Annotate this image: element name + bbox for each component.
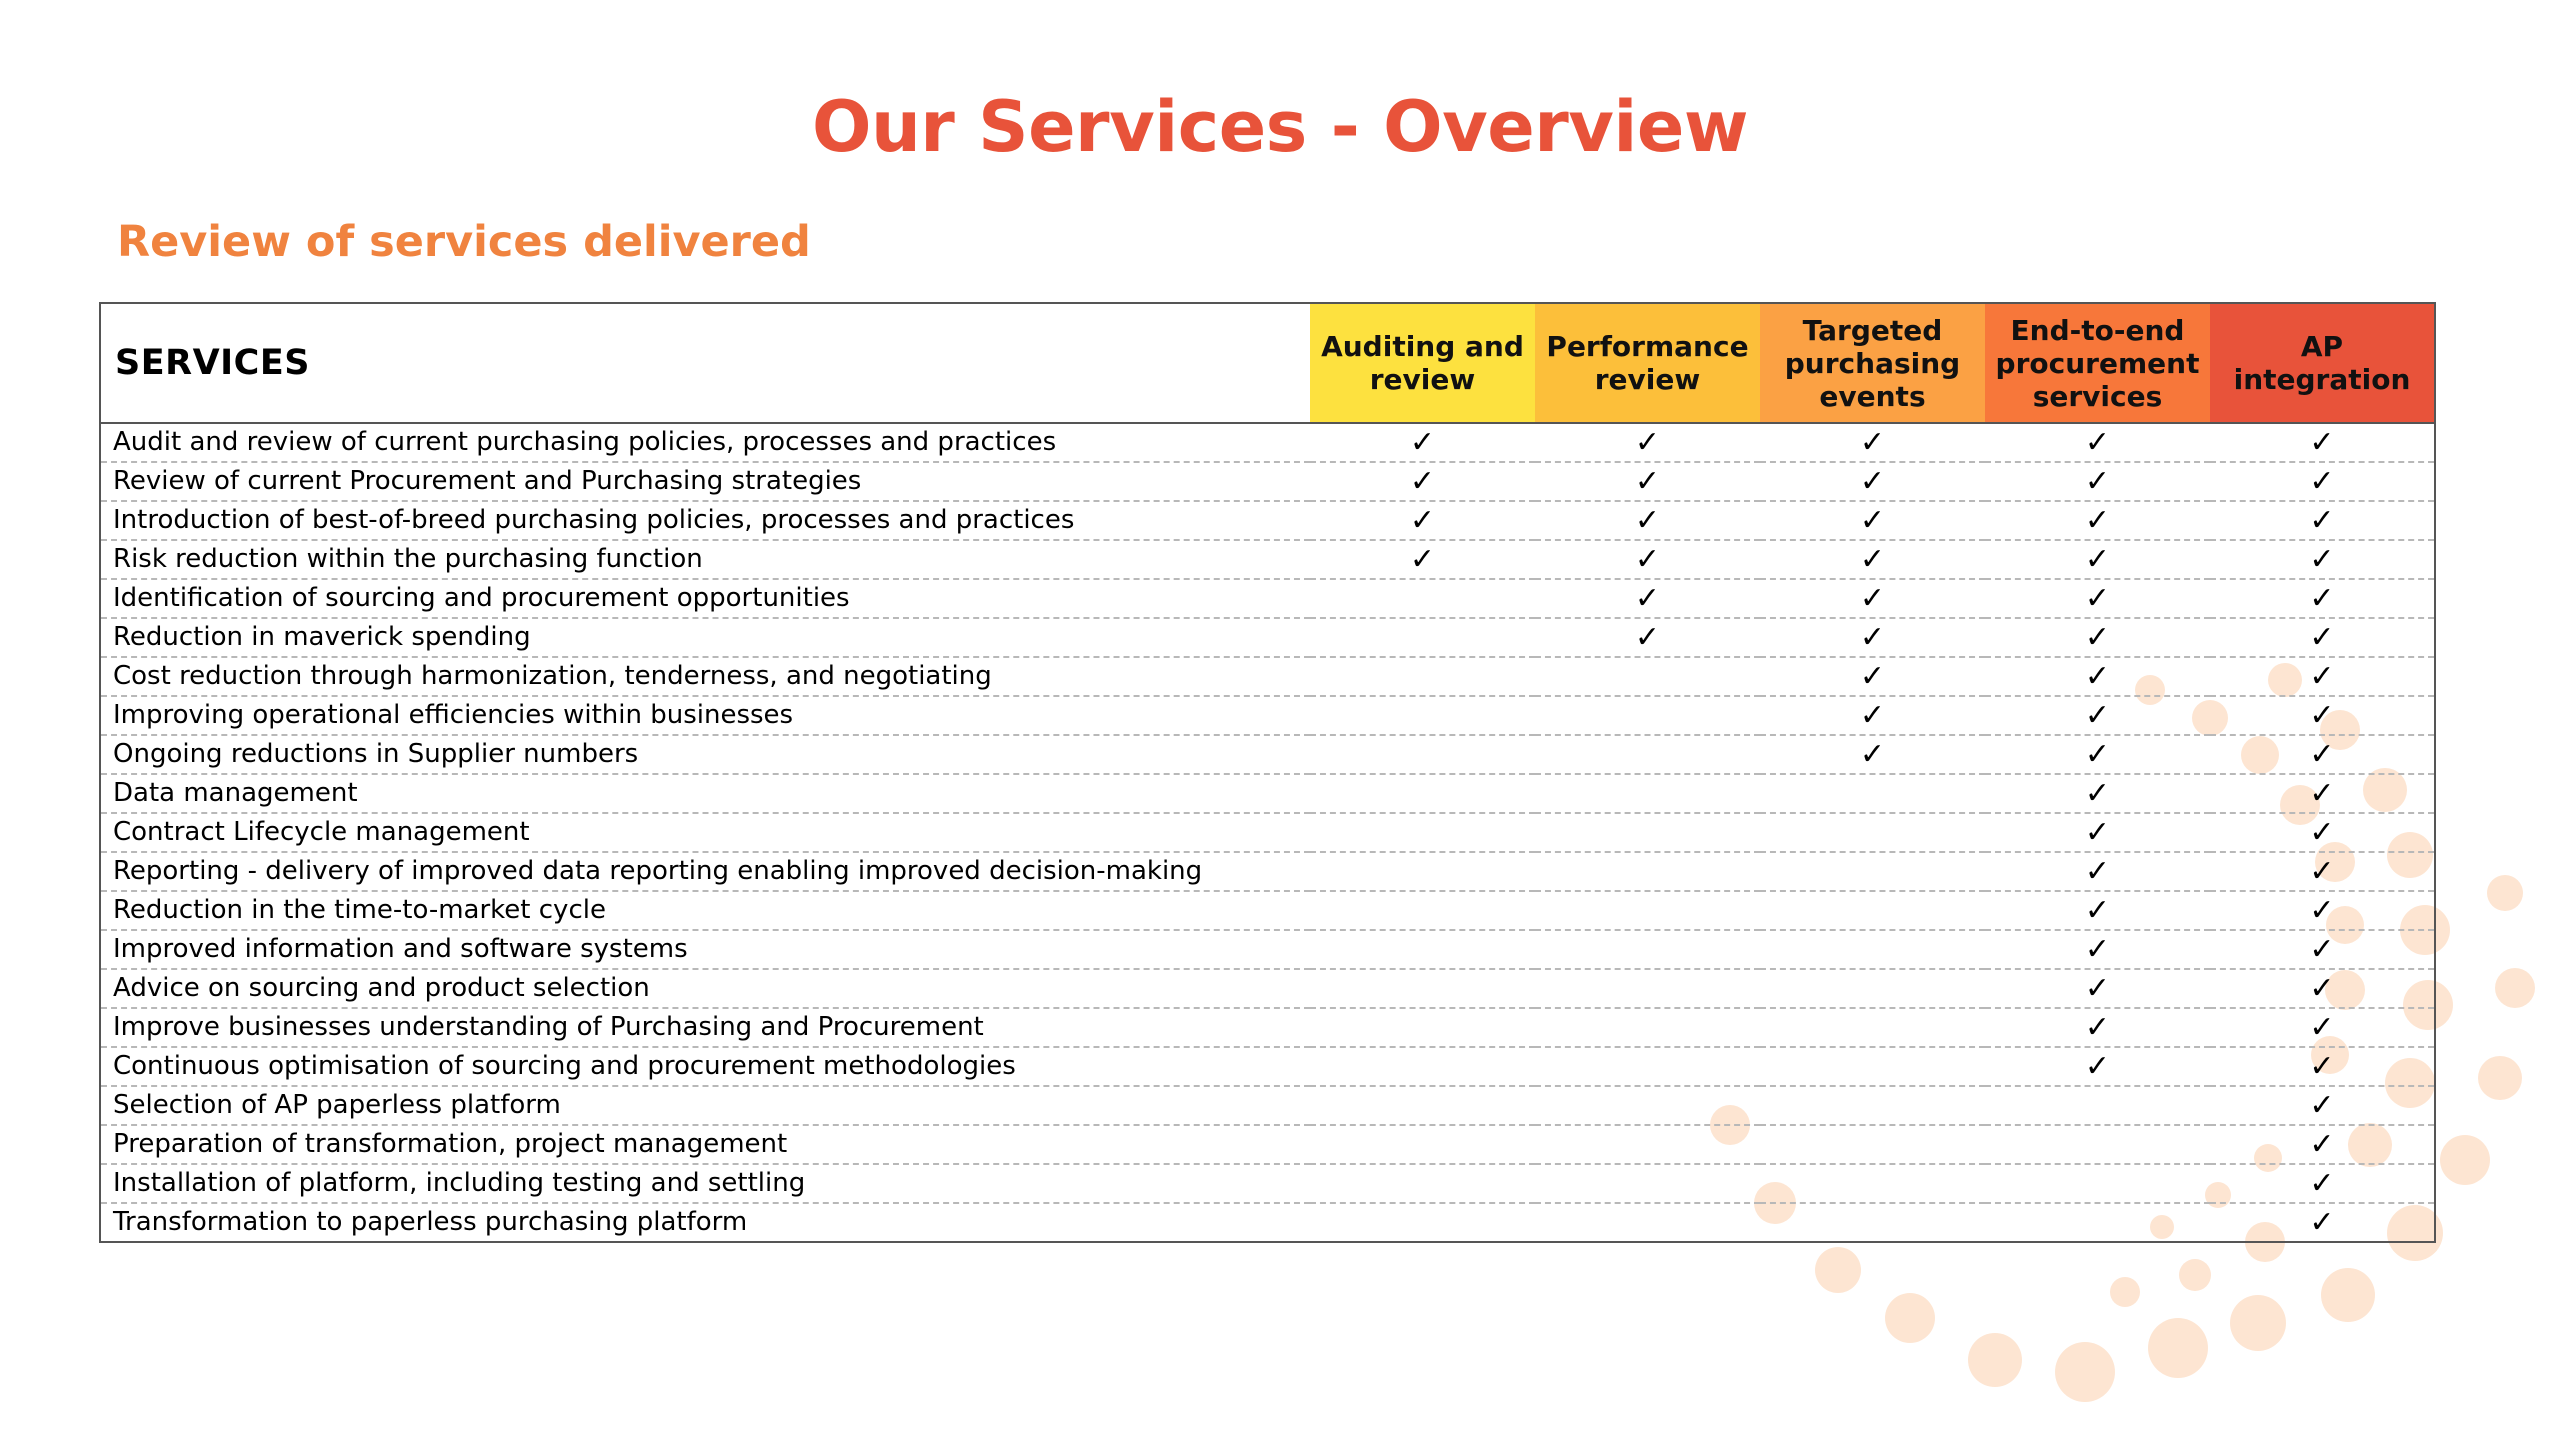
checkmark-icon: ✓ (2210, 618, 2435, 657)
checkmark-icon: ✓ (2210, 969, 2435, 1008)
checkmark-icon: ✓ (1535, 579, 1760, 618)
table-row (100, 501, 2435, 540)
empty-cell (1535, 1203, 1760, 1242)
service-name: Improved information and software systems (100, 930, 1310, 969)
checkmark-icon: ✓ (1985, 735, 2210, 774)
checkmark-icon: ✓ (1985, 501, 2210, 540)
checkmark-icon: ✓ (1310, 540, 1535, 579)
column-header-performance: Performance review (1535, 303, 1760, 423)
service-name: Transformation to paperless purchasing platform (113, 1207, 748, 1237)
checkmark-icon: ✓ (2210, 1086, 2435, 1125)
checkmark-icon: ✓ (1760, 657, 1985, 696)
empty-cell (1535, 774, 1760, 813)
table-row (100, 891, 2435, 930)
checkmark-icon: ✓ (2210, 813, 2435, 852)
decorative-dot (2321, 1268, 2375, 1322)
checkmark-icon: ✓ (1985, 852, 2210, 891)
services-column-header: SERVICES (100, 303, 1310, 423)
decorative-dot (1815, 1247, 1861, 1293)
empty-cell (1310, 1164, 1535, 1203)
empty-cell (1310, 1125, 1535, 1164)
empty-cell (1535, 852, 1760, 891)
checkmark-icon: ✓ (2210, 852, 2435, 891)
empty-cell (1535, 969, 1760, 1008)
empty-cell (1760, 852, 1985, 891)
empty-cell (1535, 1125, 1760, 1164)
checkmark-icon: ✓ (1760, 423, 1985, 462)
decorative-dot (2487, 875, 2523, 911)
checkmark-icon: ✓ (1535, 618, 1760, 657)
empty-cell (1760, 1047, 1985, 1086)
table-row (100, 462, 2435, 501)
checkmark-icon: ✓ (2210, 540, 2435, 579)
checkmark-icon: ✓ (2210, 1047, 2435, 1086)
empty-cell (1535, 1047, 1760, 1086)
column-header-auditing: Auditing and review (1310, 303, 1535, 423)
checkmark-icon: ✓ (1985, 423, 2210, 462)
empty-cell (1985, 1203, 2210, 1242)
checkmark-icon: ✓ (1760, 579, 1985, 618)
empty-cell (1310, 930, 1535, 969)
checkmark-icon: ✓ (2210, 1164, 2435, 1203)
table-row (100, 540, 2435, 579)
checkmark-icon: ✓ (1760, 462, 1985, 501)
empty-cell (1535, 1164, 1760, 1203)
decorative-dot (1968, 1333, 2022, 1387)
decorative-dot (2230, 1295, 2286, 1351)
checkmark-icon: ✓ (2210, 462, 2435, 501)
empty-cell (1760, 891, 1985, 930)
table-row (100, 1008, 2435, 1047)
table-row (100, 696, 2435, 735)
empty-cell (1310, 852, 1535, 891)
decorative-dot (2495, 968, 2535, 1008)
service-name: Improving operational efficiencies within businesses (100, 696, 1310, 735)
checkmark-icon: ✓ (1985, 774, 2210, 813)
decorative-dot (1885, 1293, 1935, 1343)
empty-cell (1310, 579, 1535, 618)
checkmark-icon: ✓ (1760, 696, 1985, 735)
column-header-end-to-end: End-to-end procurement services (1985, 303, 2210, 423)
checkmark-icon: ✓ (2210, 696, 2435, 735)
empty-cell (1310, 813, 1535, 852)
empty-cell (1535, 657, 1760, 696)
column-header-ap-integration: AP integration (2210, 303, 2435, 423)
table-row (100, 618, 2435, 657)
decorative-dot (2110, 1277, 2140, 1307)
checkmark-icon: ✓ (2210, 930, 2435, 969)
empty-cell (1985, 1086, 2210, 1125)
table-row (100, 930, 2435, 969)
service-name: Installation of platform, including testing and settling (100, 1164, 1310, 1203)
checkmark-icon: ✓ (1760, 618, 1985, 657)
table-row (100, 735, 2435, 774)
empty-cell (1760, 1164, 1985, 1203)
column-header-targeted-purchasing: Targeted purchasing events (1760, 303, 1985, 423)
checkmark-icon: ✓ (1985, 579, 2210, 618)
empty-cell (1985, 1164, 2210, 1203)
table-row (100, 1086, 2435, 1125)
table-header-row (100, 303, 2435, 423)
checkmark-icon: ✓ (2210, 657, 2435, 696)
empty-cell (1535, 696, 1760, 735)
decorative-dot (2055, 1342, 2115, 1402)
empty-cell (1310, 735, 1535, 774)
checkmark-icon: ✓ (1985, 930, 2210, 969)
empty-cell (1760, 1125, 1985, 1164)
checkmark-icon: ✓ (2210, 423, 2435, 462)
checkmark-icon: ✓ (2309, 1205, 2335, 1240)
table-row (100, 423, 2435, 462)
empty-cell (1310, 1047, 1535, 1086)
empty-cell (1760, 813, 1985, 852)
service-name: Introduction of best-of-breed purchasing policies, processes and practices (100, 501, 1310, 540)
service-name: Review of current Procurement and Purchasing strategies (100, 462, 1310, 501)
table-row (100, 657, 2435, 696)
page-title: Our Services - Overview (811, 86, 1749, 168)
checkmark-icon: ✓ (1985, 696, 2210, 735)
service-name: Reporting - delivery of improved data reporting enabling improved decision-making (100, 852, 1310, 891)
table-row (100, 969, 2435, 1008)
checkmark-icon: ✓ (1985, 1008, 2210, 1047)
service-name: Cost reduction through harmonization, tenderness, and negotiating (100, 657, 1310, 696)
empty-cell (1310, 618, 1535, 657)
checkmark-icon: ✓ (2210, 1125, 2435, 1164)
checkmark-icon: ✓ (1985, 657, 2210, 696)
empty-cell (1760, 969, 1985, 1008)
service-name: Ongoing reductions in Supplier numbers (100, 735, 1310, 774)
empty-cell (1985, 1125, 2210, 1164)
service-name: Reduction in maverick spending (100, 618, 1310, 657)
empty-cell (1535, 891, 1760, 930)
checkmark-icon: ✓ (1985, 1047, 2210, 1086)
checkmark-icon: ✓ (1985, 891, 2210, 930)
checkmark-icon: ✓ (1760, 501, 1985, 540)
service-name: Identification of sourcing and procurement opportunities (100, 579, 1310, 618)
checkmark-icon: ✓ (1760, 735, 1985, 774)
checkmark-icon: ✓ (1310, 501, 1535, 540)
empty-cell (1535, 813, 1760, 852)
table-row (100, 813, 2435, 852)
services-table (99, 302, 2436, 1243)
empty-cell (1310, 891, 1535, 930)
service-name: Audit and review of current purchasing policies, processes and practices (100, 423, 1310, 462)
checkmark-icon: ✓ (2210, 579, 2435, 618)
checkmark-icon: ✓ (2210, 735, 2435, 774)
service-name: Selection of AP paperless platform (100, 1086, 1310, 1125)
empty-cell (1535, 1086, 1760, 1125)
checkmark-icon: ✓ (2210, 774, 2435, 813)
empty-cell (1310, 696, 1535, 735)
empty-cell (1535, 1008, 1760, 1047)
service-name: Contract Lifecycle management (100, 813, 1310, 852)
table-row (100, 1203, 2435, 1242)
decorative-dot (2440, 1135, 2490, 1185)
table-row (100, 774, 2435, 813)
empty-cell (1760, 1008, 1985, 1047)
empty-cell (1310, 969, 1535, 1008)
empty-cell (1760, 930, 1985, 969)
decorative-dot (2179, 1259, 2211, 1291)
checkmark-icon: ✓ (1985, 618, 2210, 657)
empty-cell (1535, 930, 1760, 969)
empty-cell (1760, 774, 1985, 813)
checkmark-icon: ✓ (1535, 462, 1760, 501)
empty-cell (1310, 1008, 1535, 1047)
checkmark-icon: ✓ (1535, 423, 1760, 462)
empty-cell (1310, 657, 1535, 696)
empty-cell (1310, 774, 1535, 813)
service-name: Continuous optimisation of sourcing and procurement methodologies (100, 1047, 1310, 1086)
table-body (100, 423, 2435, 1242)
service-name: Preparation of transformation, project management (100, 1125, 1310, 1164)
service-name: Data management (100, 774, 1310, 813)
empty-cell (1535, 735, 1760, 774)
table-row (100, 1125, 2435, 1164)
table-row (100, 1164, 2435, 1203)
service-name: Risk reduction within the purchasing function (100, 540, 1310, 579)
page-subtitle: Review of services delivered (117, 217, 811, 267)
service-name: Advice on sourcing and product selection (100, 969, 1310, 1008)
checkmark-icon: ✓ (1310, 462, 1535, 501)
empty-cell (1760, 1203, 1985, 1242)
checkmark-icon: ✓ (1985, 540, 2210, 579)
checkmark-icon: ✓ (1535, 501, 1760, 540)
checkmark-icon: ✓ (1535, 540, 1760, 579)
checkmark-icon: ✓ (2210, 501, 2435, 540)
table-row (100, 1047, 2435, 1086)
checkmark-icon: ✓ (2210, 1008, 2435, 1047)
checkmark-icon: ✓ (1985, 969, 2210, 1008)
empty-cell (1310, 1086, 1535, 1125)
checkmark-icon: ✓ (2210, 891, 2435, 930)
service-name: Improve businesses understanding of Purchasing and Procurement (100, 1008, 1310, 1047)
checkmark-icon: ✓ (1760, 540, 1985, 579)
empty-cell (1310, 1203, 1535, 1242)
checkmark-icon: ✓ (1985, 462, 2210, 501)
table-row (100, 852, 2435, 891)
table-row (100, 579, 2435, 618)
decorative-dot (2478, 1056, 2522, 1100)
service-name: Reduction in the time-to-market cycle (100, 891, 1310, 930)
decorative-dot (2148, 1318, 2208, 1378)
empty-cell (1760, 1086, 1985, 1125)
checkmark-icon: ✓ (1985, 813, 2210, 852)
checkmark-icon: ✓ (1310, 423, 1535, 462)
